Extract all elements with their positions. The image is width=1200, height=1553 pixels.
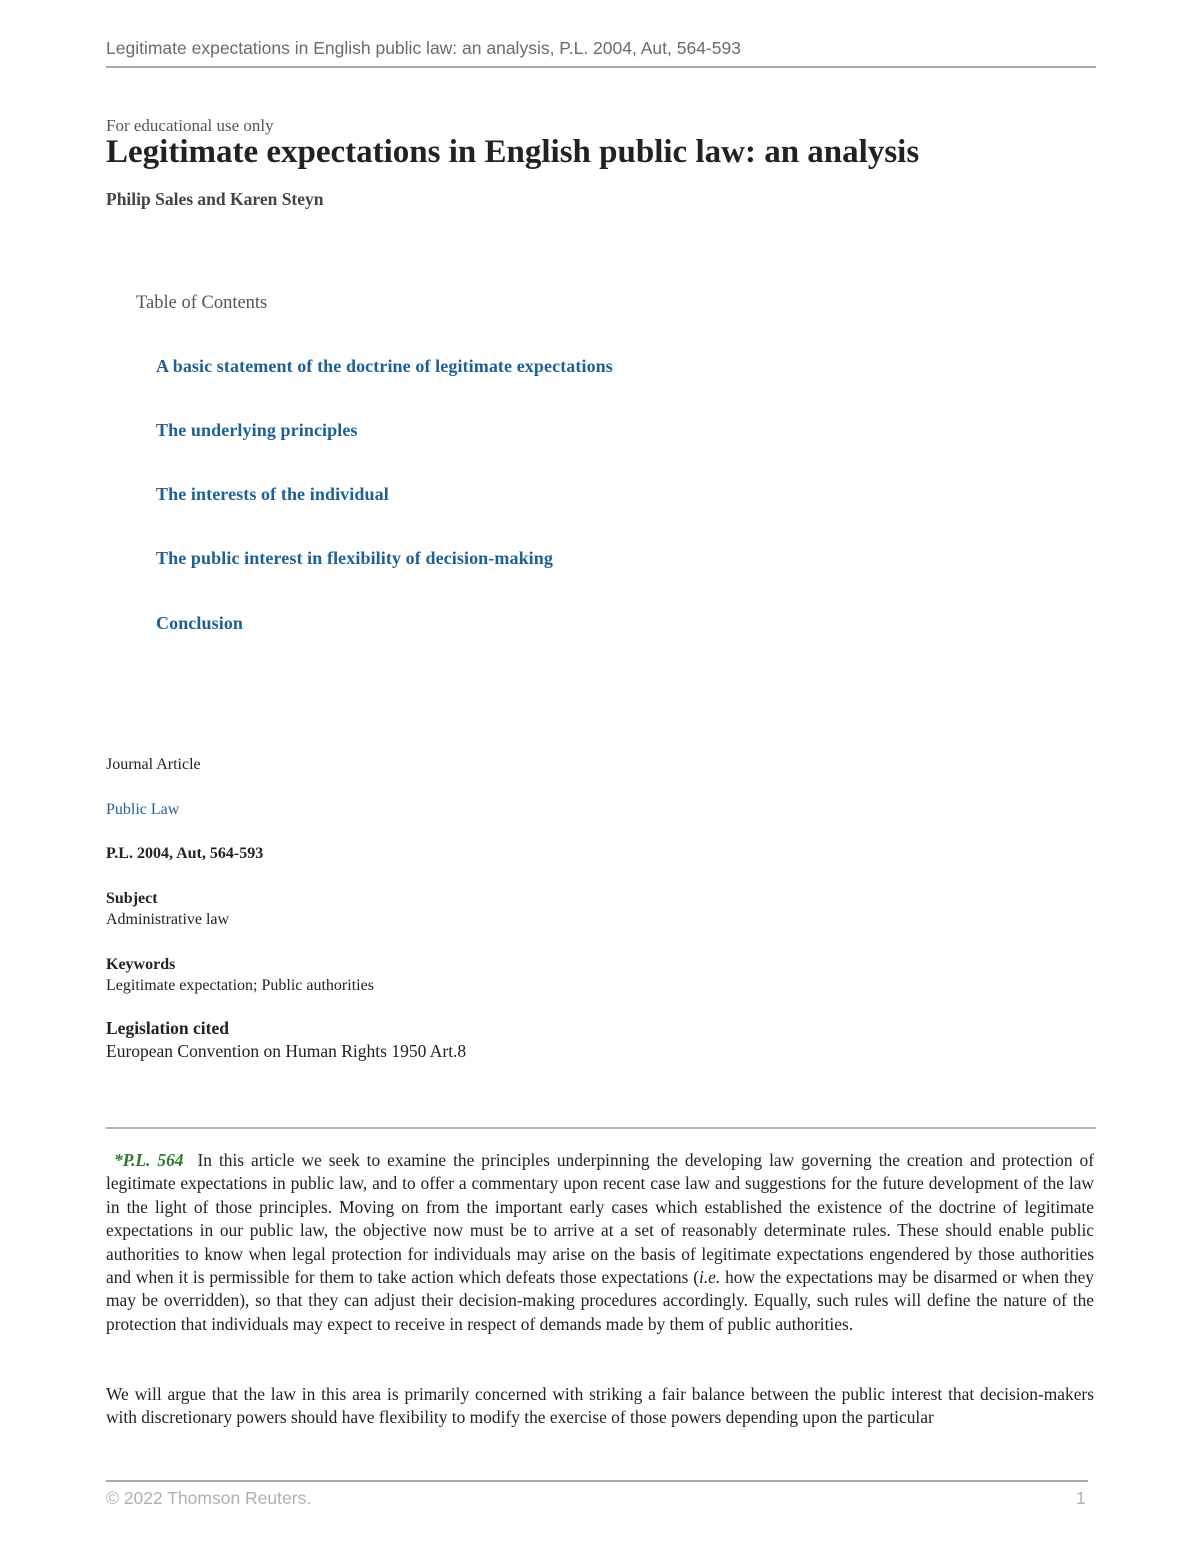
header-rule [106, 66, 1096, 68]
citation: P.L. 2004, Aut, 564-593 [106, 845, 264, 862]
paragraph-1-text-a: In this article we seek to examine the principles underpinning the developing law governing the creation and protection of legitimate expectations in public law, and to offer a commentary upon recent case law and suggestions for the future development of the law in the light of those principles. Moving on from the important early cases which established the existence of the doctrine of legitimate expectations in our public law, the objective now must be to arrive at a set of reasonably determinate rules. These should enable public authorities to know when legal protection for individuals may arise on the basis of legitimate expectations engendered by those authorities and when it is permissible for them to take action which defeats those expectations ( [106, 1150, 1095, 1288]
toc-link-interests-individual[interactable]: The interests of the individual [156, 484, 389, 504]
legislation-value: European Convention on Human Rights 1950 Art.8 [106, 1041, 467, 1061]
document-title: Legitimate expectations in English public law: an analysis [106, 134, 920, 170]
toc-link-underlying-principles[interactable]: The underlying principles [156, 420, 358, 440]
subject-label: Subject [106, 890, 158, 907]
footer-copyright: © 2022 Thomson Reuters. [106, 1488, 312, 1508]
journal-link[interactable]: Public Law [106, 801, 180, 818]
body-paragraph-2: We will argue that the law in this area is primarily concerned with striking a fair balance between the public interest that decision-makers with discretionary powers should have flexibility to modify the exercise of those powers depending upon the particular [106, 1384, 1094, 1428]
keywords-value: Legitimate expectation; Public authorities [106, 977, 374, 994]
footer-page-number: 1 [1076, 1488, 1086, 1508]
star-page-marker: *P.L. 564 [114, 1150, 184, 1170]
usage-notice: For educational use only [106, 116, 274, 135]
section-rule [106, 1127, 1096, 1129]
keywords-label: Keywords [106, 956, 176, 973]
running-header: Legitimate expectations in English public law: an analysis, P.L. 2004, Aut, 564-593 [106, 38, 741, 58]
body-paragraph-1 [106, 1149, 1094, 1336]
paragraph-1-ie: i.e. [699, 1267, 721, 1288]
toc-heading: Table of Contents [136, 293, 268, 313]
footer-rule [106, 1480, 1088, 1482]
toc-link-conclusion[interactable]: Conclusion [156, 613, 244, 633]
doc-type: Journal Article [106, 756, 201, 773]
toc-link-basic-statement[interactable]: A basic statement of the doctrine of legitimate expectations [156, 356, 613, 376]
subject-value: Administrative law [106, 911, 230, 928]
document-authors: Philip Sales and Karen Steyn [106, 189, 324, 209]
toc-link-public-interest[interactable]: The public interest in flexibility of decision-making [156, 548, 553, 568]
legislation-label: Legislation cited [106, 1018, 229, 1038]
paragraph-1-text-b: how the expectations may be disarmed or when they may be overridden), so that they can adjust their decision-making procedures accordingly. Equally, such rules will define the nature of the protection that individuals may expect to receive in respect of demands made by them of public authorities. [106, 1267, 1095, 1334]
